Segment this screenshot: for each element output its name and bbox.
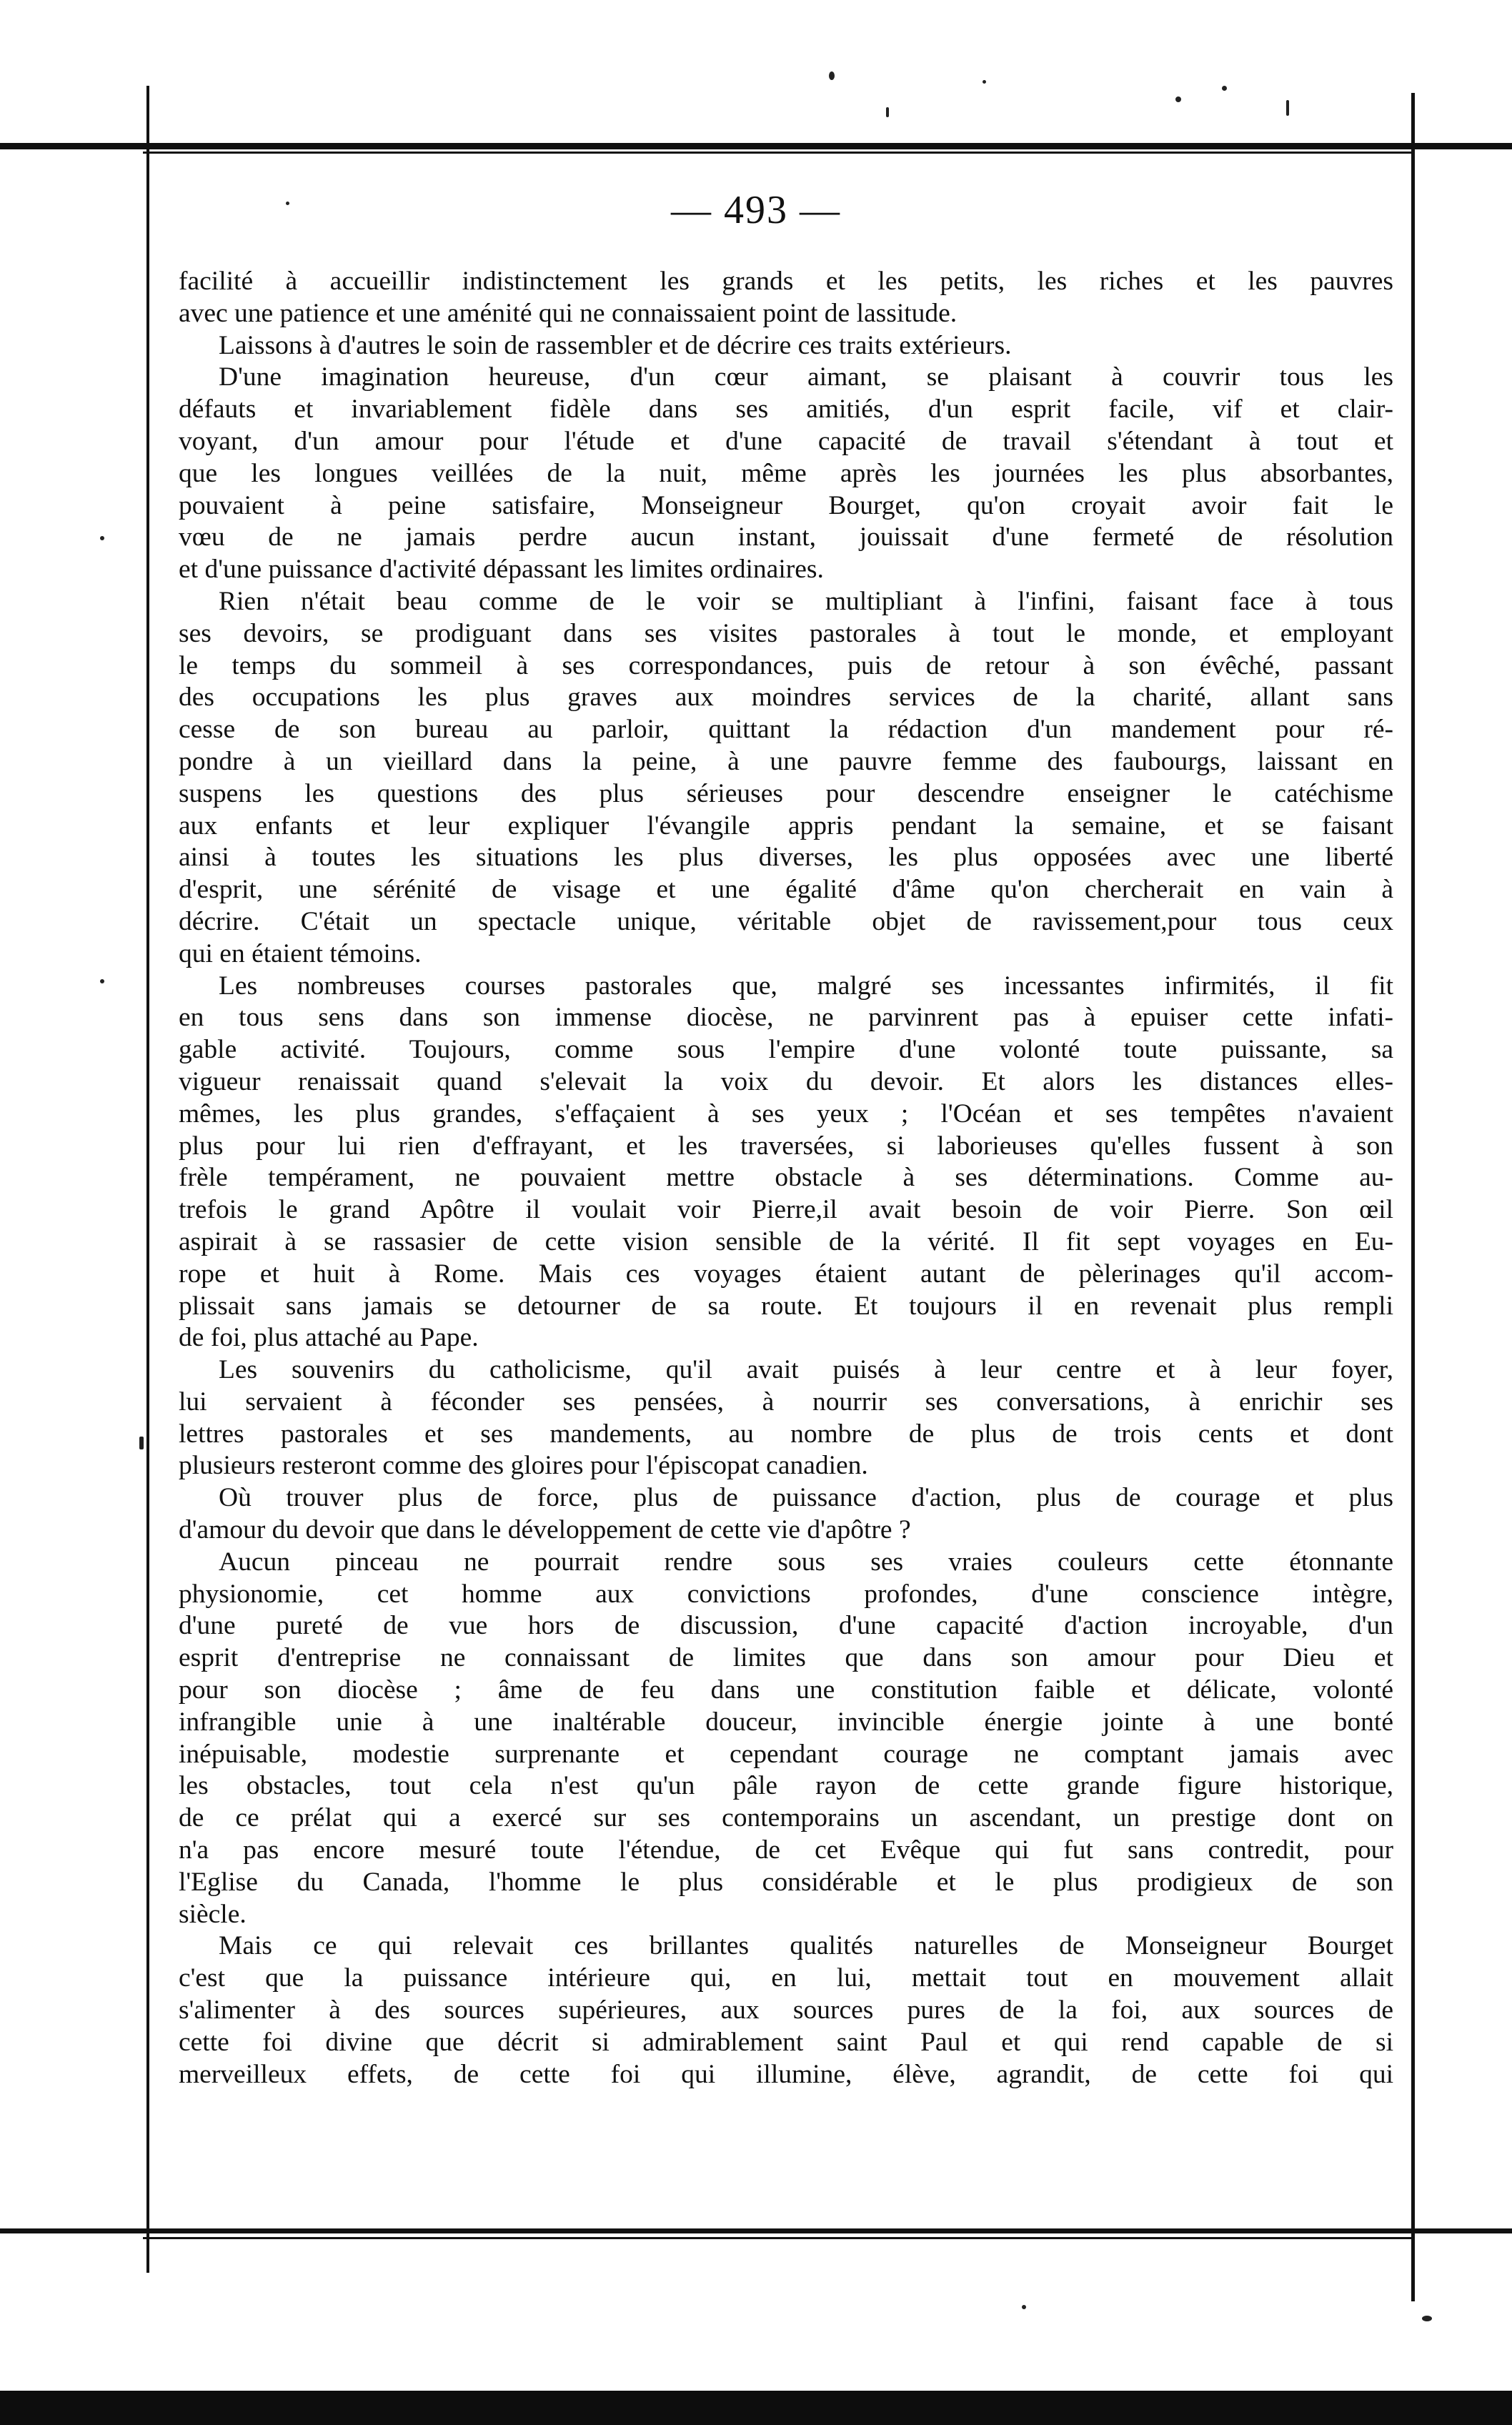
text-line: D'une imagination heureuse, d'un cœur aimant, se plaisant à couvrir tous les (219, 362, 1393, 392)
text-line: que les longues veillées de la nuit, même après les journées les plus absorbantes, (179, 458, 1393, 488)
text-line: vœu de ne jamais perdre aucun instant, jouissait d'une fermeté de résolution (179, 522, 1393, 552)
text-line: siècle. (179, 1899, 247, 1929)
bottom-rule-thin (143, 2237, 1415, 2239)
scan-speck (886, 107, 889, 117)
text-line: plissait sans jamais se detourner de sa route. Et toujours il en revenait plus rempli (179, 1291, 1393, 1321)
text-line: avec une patience et une aménité qui ne connaissaient point de lassitude. (179, 298, 958, 328)
text-line: d'une pureté de vue hors de discussion, d'une capacité d'action incroyable, d'un (179, 1611, 1393, 1641)
text-line: qui en étaient témoins. (179, 938, 422, 968)
text-line: Où trouver plus de force, plus de puissance d'action, plus de courage et plus (219, 1483, 1393, 1513)
text-line: décrire. C'était un spectacle unique, véritable objet de ravissement,pour tous ceux (179, 906, 1393, 936)
scan-speck (1286, 100, 1289, 116)
text-line: cesse de son bureau au parloir, quittant la rédaction d'un mandement pour ré- (179, 715, 1393, 745)
scan-speck (1175, 96, 1181, 102)
scan-speck (1022, 2305, 1026, 2309)
text-line: infrangible unie à une inaltérable douceur, invincible énergie jointe à une bonté (179, 1707, 1393, 1737)
text-line: Laissons à d'autres le soin de rassembler et de décrire ces traits extérieurs. (219, 330, 1012, 360)
text-line: suspens les questions des plus sérieuses pour descendre enseigner le catéchisme (179, 778, 1393, 808)
text-line: défauts et invariablement fidèle dans ses amitiés, d'un esprit facile, vif et clair- (179, 395, 1393, 425)
text-line: de foi, plus attaché au Pape. (179, 1323, 479, 1353)
text-line: vigueur renaissait quand s'elevait la voix du devoir. Et alors les distances elles- (179, 1066, 1393, 1096)
text-line: lettres pastorales et ses mandements, au nombre de plus de trois cents et dont (179, 1419, 1393, 1449)
text-line: ses devoirs, se prodiguant dans ses visites pastorales à tout le monde, et employant (179, 618, 1393, 648)
text-line: lui servaient à féconder ses pensées, à nourrir ses conversations, à enrichir ses (179, 1387, 1393, 1417)
text-line: physionomie, cet homme aux convictions profondes, d'une conscience intègre, (179, 1579, 1393, 1609)
text-line: c'est que la puissance intérieure qui, en lui, mettait tout en mouvement allait (179, 1963, 1393, 1993)
text-line: aspirait à se rassasier de cette vision sensible de la vérité. Il fit sept voyages en Eu- (179, 1226, 1393, 1256)
text-line: l'Eglise du Canada, l'homme le plus considérable et le plus prodigieux de son (179, 1867, 1393, 1897)
text-line: les obstacles, tout cela n'est qu'un pâle rayon de cette grande figure historique, (179, 1771, 1393, 1801)
text-line: trefois le grand Apôtre il voulait voir Pierre,il avait besoin de voir Pierre. Son œil (179, 1195, 1393, 1225)
text-line: pour son diocèse ; âme de feu dans une constitution faible et délicate, volonté (179, 1675, 1393, 1705)
text-line: inépuisable, modestie surprenante et cependant courage ne comptant jamais avec (179, 1739, 1393, 1769)
bottom-rule (0, 2228, 1512, 2233)
text-line: d'esprit, une sérénité de visage et une égalité d'âme qu'on chercherait en vain à (179, 875, 1393, 905)
text-line: ainsi à toutes les situations les plus diverses, les plus opposées avec une liberté (179, 843, 1393, 873)
text-line: de ce prélat qui a exercé sur ses contemporains un ascendant, un prestige dont on (179, 1803, 1393, 1833)
text-line: n'a pas encore mesuré toute l'étendue, de cet Evêque qui fut sans contredit, pour (179, 1835, 1393, 1865)
text-line: plusieurs resteront comme des gloires pour l'épiscopat canadien. (179, 1451, 868, 1481)
text-line: rope et huit à Rome. Mais ces voyages étaient autant de pèlerinages qu'il accom- (179, 1259, 1393, 1289)
text-line: frèle tempérament, ne pouvaient mettre obstacle à ses déterminations. Comme au- (179, 1163, 1393, 1193)
text-line: pondre à un vieillard dans la peine, à une pauvre femme des faubourgs, laissant en (179, 746, 1393, 776)
scan-speck (139, 1437, 144, 1449)
text-line: d'amour du devoir que dans le développement de cette vie d'apôtre ? (179, 1515, 911, 1545)
text-line: Les souvenirs du catholicisme, qu'il avait puisés à leur centre et à leur foyer, (219, 1355, 1393, 1385)
top-rule-thin (143, 152, 1415, 154)
text-line: en tous sens dans son immense diocèse, ne parvinrent pas à epuiser cette infati- (179, 1003, 1393, 1033)
left-frame-line (146, 86, 149, 2273)
scan-speck (100, 979, 104, 983)
text-line: voyant, d'un amour pour l'étude et d'une capacité de travail s'étendant à tout et (179, 426, 1393, 456)
text-line: Rien n'était beau comme de le voir se multipliant à l'infini, faisant face à tous (219, 586, 1393, 616)
scan-speck (829, 71, 835, 80)
text-line: aux enfants et leur expliquer l'évangile appris pendant la semaine, et se faisant (179, 810, 1393, 840)
scan-speck (100, 536, 104, 540)
text-line: gable activité. Toujours, comme sous l'empire d'une volonté toute puissante, sa (179, 1035, 1393, 1065)
text-line: plus pour lui rien d'effrayant, et les traversées, si laborieuses qu'elles fussent à son (179, 1131, 1393, 1161)
text-line: Les nombreuses courses pastorales que, malgré ses incessantes infirmités, il fit (219, 971, 1393, 1001)
text-line: mêmes, les plus grandes, s'effaçaient à ses yeux ; l'Océan et ses tempêtes n'avaient (179, 1099, 1393, 1129)
scan-edge-band (0, 2391, 1512, 2425)
text-line: des occupations les plus graves aux moindres services de la charité, allant sans (179, 683, 1393, 713)
body-text (179, 266, 1393, 2091)
text-line: facilité à accueillir indistinctement les grands et les petits, les riches et les pauvres (179, 267, 1393, 296)
scan-speck (983, 80, 986, 84)
text-line: pouvaient à peine satisfaire, Monseigneur Bourget, qu'on croyait avoir fait le (179, 490, 1393, 520)
page-number: — 493 — (671, 188, 841, 232)
text-line: et d'une puissance d'activité dépassant les limites ordinaires. (179, 555, 824, 585)
top-rule (0, 143, 1512, 149)
text-line: le temps du sommeil à ses correspondances, puis de retour à son évêché, passant (179, 650, 1393, 680)
text-line: esprit d'entreprise ne connaissant de limites que dans son amour pour Dieu et (179, 1643, 1393, 1673)
scan-speck (1222, 86, 1227, 91)
text-line: Mais ce qui relevait ces brillantes qualités naturelles de Monseigneur Bourget (219, 1931, 1393, 1961)
text-line: Aucun pinceau ne pourrait rendre sous ses vraies couleurs cette étonnante (219, 1547, 1393, 1577)
text-line: s'alimenter à des sources supérieures, aux sources pures de la foi, aux sources de (179, 1995, 1393, 2025)
text-line: merveilleux effets, de cette foi qui illumine, élève, agrandit, de cette foi qui (179, 2059, 1393, 2089)
right-frame-line (1411, 93, 1415, 2301)
text-line: cette foi divine que décrit si admirablement saint Paul et qui rend capable de si (179, 2027, 1393, 2057)
scan-speck (1422, 2316, 1432, 2321)
